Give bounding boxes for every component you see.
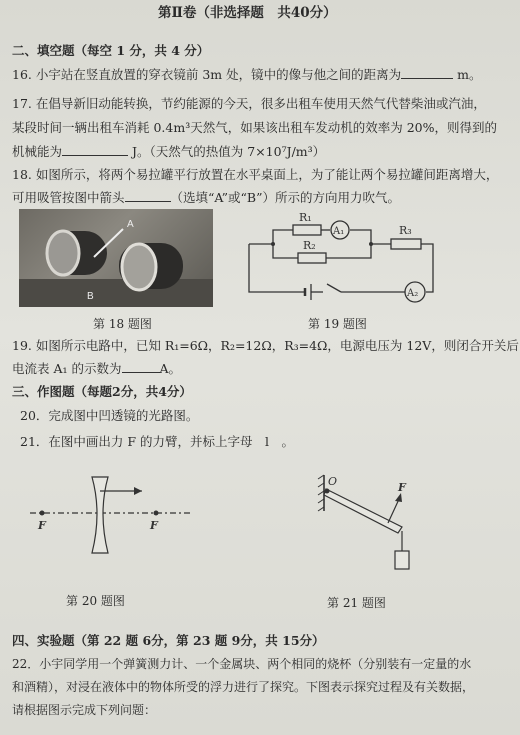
q18-line1: 18. 如图所示，将两个易拉罐平行放置在水平桌面上，为了能让两个易拉罐间距离增大， (12, 167, 499, 182)
question-21: 21．在图中画出力 F 的力臂，并标上字母 l 。 (20, 434, 295, 449)
fig18-photo (19, 209, 213, 307)
wire (273, 244, 298, 258)
fig18-caption: 第 18 题图 (93, 317, 152, 331)
q16-text: 16. 小宇站在竖直放置的穿衣镜前 3m 处，镜中的像与他之间的距离为 (12, 67, 402, 82)
q19-line2-prefix: 电流表 A₁ 的示数为 (12, 361, 122, 376)
fig19-circuit (243, 210, 443, 310)
q19-line1: 19. 如图所示电路中，已知 R₁=6Ω，R₂=12Ω，R₃=4Ω，电源电压为 12V，则闭合开关后 (12, 338, 519, 353)
resistor-r2 (298, 253, 326, 263)
q18-answer-blank (125, 190, 171, 202)
q19-line2 (12, 361, 181, 376)
q18-line2-prefix: 可用吸管按图中箭头 (12, 190, 125, 205)
focus-left-label: F (38, 519, 46, 532)
label-a2: A₂ (407, 288, 419, 299)
can-right-lid (122, 244, 156, 290)
fig21-lever-diagram (318, 475, 428, 575)
label-a1: A₁ (333, 226, 345, 237)
label-r3: R₃ (399, 224, 412, 237)
q17-line3-suffix: J。（天然气的热值为 7×10⁷J/m³） (132, 144, 326, 159)
junction-dot (369, 242, 373, 246)
focus-right-label: F (150, 519, 158, 532)
fig20-caption: 第 20 题图 (66, 594, 125, 608)
fig19-caption: 第 19 题图 (308, 317, 367, 331)
question-20: 20．完成图中凹透镜的光路图。 (20, 408, 199, 423)
q17-line3-prefix: 机械能为 (12, 144, 63, 159)
lever-bar (324, 489, 402, 533)
focus-left-dot (40, 511, 45, 516)
q17-answer-blank (62, 144, 128, 156)
fig20-lens-diagram (30, 475, 200, 555)
section3-heading: 三、作图题（每题2分，共4分） (12, 384, 192, 399)
q19-answer-blank (122, 361, 160, 373)
resistor-r1 (293, 225, 321, 235)
question-16 (12, 67, 481, 82)
q17-line2: 某段时间一辆出租车消耗 0.4m³天然气，如果该出租车发动机的效率为 20%，则得到的 (12, 120, 497, 135)
fig21-caption: 第 21 题图 (327, 596, 386, 610)
q18-line2-suffix: （选填“A”或“B”）所示的方向用力吹气。 (170, 190, 400, 205)
fig18-label-b: B (87, 291, 94, 302)
q17-line3 (12, 144, 325, 159)
wire (350, 230, 371, 244)
section2-heading: 二、填空题（每空 1 分，共 4 分） (12, 43, 210, 58)
q16-unit: m。 (457, 67, 482, 82)
q19-line2-suffix: A。 (159, 361, 182, 376)
can-left-lid (47, 231, 79, 275)
force-label-f: F (398, 481, 406, 494)
q22-line1: 22．小宇同学用一个弹簧测力计、一个金属块、两个相同的烧杯（分别装有一定量的水 (12, 657, 472, 671)
wall-hatch (318, 499, 324, 503)
switch (327, 284, 341, 292)
cans-illustration (19, 209, 213, 307)
pivot-point (325, 489, 330, 494)
wall-hatch (318, 507, 324, 511)
table-surface (19, 279, 213, 307)
force-arrowhead-icon (395, 493, 402, 502)
weight-block (395, 551, 409, 569)
wire (326, 244, 371, 258)
section-title: 第Ⅱ卷（非选择题 共40分） (158, 5, 337, 21)
q16-answer-blank (401, 67, 453, 79)
junction-dot (271, 242, 275, 246)
concave-lens (92, 477, 108, 553)
resistor-r3 (391, 239, 421, 249)
q18-line2 (12, 190, 400, 205)
label-r2: R₂ (303, 239, 316, 252)
wall-hatch (318, 483, 324, 487)
label-r1: R₁ (299, 211, 312, 224)
q17-line1: 17. 在倡导新旧动能转换，节约能源的今天，很多出租车使用天然气代替柴油或汽油， (12, 96, 486, 111)
focus-right-dot (154, 511, 159, 516)
ray-arrow-icon (134, 487, 142, 495)
pivot-label-o: O (328, 475, 338, 488)
wall-hatch (318, 475, 324, 479)
q22-line2: 和酒精），对浸在液体中的物体所受的浮力进行了探究。下图表示探究过程及有关数据， (12, 680, 475, 694)
wire (249, 230, 293, 244)
fig18-label-a: A (127, 219, 134, 230)
wall-hatch (318, 491, 324, 495)
section4-heading: 四、实验题（第 22 题 6分，第 23 题 9分，共 15分） (12, 633, 325, 648)
wire (249, 244, 305, 292)
q22-line3: 请根据图示完成下列问题： (12, 703, 157, 717)
